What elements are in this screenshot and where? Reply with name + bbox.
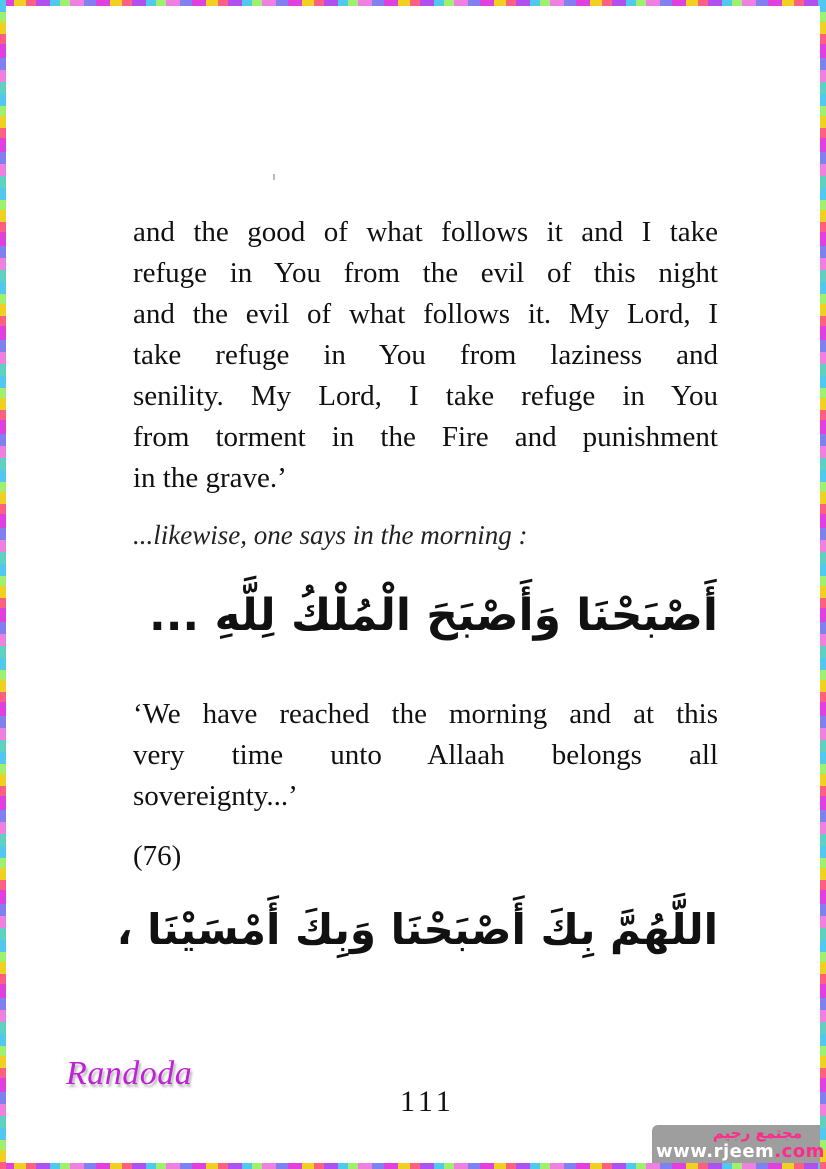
arabic-supplication-1: أَصْبَحْنَا وَأَصْبَحَ الْمُلْكُ لِلَّهِ ... bbox=[149, 590, 718, 641]
text-line: very time unto Allaah belongs all bbox=[133, 739, 718, 771]
text-line: and the good of what follows it and I take bbox=[133, 216, 718, 248]
text-line: in the grave.’ bbox=[133, 462, 287, 494]
text-line: ‘We have reached the morning and at this bbox=[133, 698, 718, 730]
text-line: take refuge in You from laziness and bbox=[133, 339, 718, 371]
signature-watermark: Randoda bbox=[66, 1055, 193, 1092]
watermark-arabic-name: مجتمع رجيم bbox=[712, 1124, 802, 1142]
hadith-number: (76) bbox=[133, 840, 182, 872]
site-watermark bbox=[652, 1124, 825, 1163]
glitter-border-top bbox=[0, 0, 826, 6]
scan-speck bbox=[273, 174, 275, 180]
page-number: 111 bbox=[400, 1085, 455, 1118]
text-line: senility. My Lord, I take refuge in You bbox=[133, 380, 718, 412]
watermark-url-tld: .com bbox=[774, 1141, 825, 1162]
watermark-url bbox=[656, 1141, 825, 1162]
text-line: refuge in You from the evil of this night bbox=[133, 257, 718, 289]
text-line: and the evil of what follows it. My Lord, I bbox=[133, 298, 718, 330]
glitter-border-left bbox=[0, 0, 6, 1169]
glitter-border-bottom bbox=[0, 1163, 826, 1169]
glitter-border-right bbox=[820, 0, 826, 1169]
supplication-translation-paragraph bbox=[133, 212, 718, 499]
instruction-text: ...likewise, one says in the morning : bbox=[133, 520, 528, 550]
morning-translation-paragraph bbox=[133, 694, 718, 817]
text-line: from torment in the Fire and punishment bbox=[133, 421, 718, 453]
text-line: sovereignty...’ bbox=[133, 780, 298, 812]
arabic-supplication-2: اللَّهُمَّ بِكَ أَصْبَحْنَا وَبِكَ أَمْسَيْنَا ، bbox=[116, 905, 718, 954]
watermark-url-main: www.rjeem bbox=[656, 1141, 775, 1162]
